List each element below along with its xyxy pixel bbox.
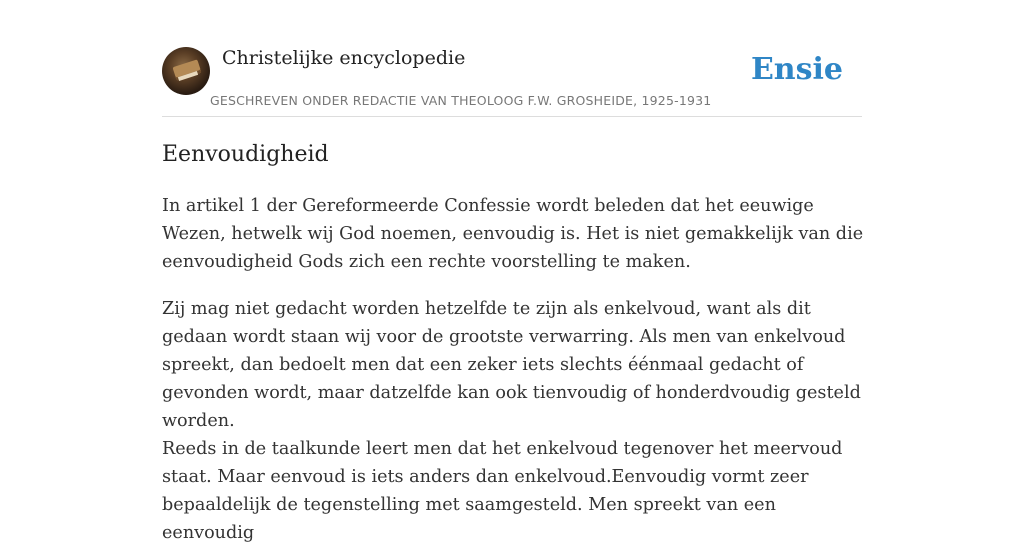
article-title: Eenvoudigheid — [162, 142, 329, 167]
encyclopedia-logo-avatar[interactable] — [162, 47, 210, 95]
article-paragraph: Reeds in de taalkunde leert men dat het enkelvoud tegenover het meervoud staat. Maar eenvoud is iets anders dan enkelvoud.Eenvoudig vormt zeer bepaaldelijk de tegenstelling met saamgesteld. Men spreekt van een eenvoudig — [162, 439, 843, 543]
site-subtitle: GESCHREVEN ONDER REDACTIE VAN THEOLOOG F.W. GROSHEIDE, 1925-1931 — [210, 93, 712, 108]
site-title[interactable]: Christelijke encyclopedie — [222, 47, 466, 69]
site-header — [162, 46, 862, 117]
brand-logo[interactable]: Ensie — [750, 52, 843, 87]
article-paragraph: In artikel 1 der Gereformeerde Confessie wordt beleden dat het eeuwige Wezen, hetwelk wij God noemen, eenvoudig is. Het is niet gemakkelijk van die eenvoudigheid Gods zich een rechte voorstelling te maken. — [162, 196, 864, 272]
article-paragraph: Zij mag niet gedacht worden hetzelfde te zijn als enkelvoud, want als dit gedaan wordt staan wij voor de grootste verwarring. Als men van enkelvoud spreekt, dan bedoelt men dat een zeker iets slechts éénmaal gedacht of gevonden wordt, maar datzelfde kan ook tienvoudig of honderdvoudig gesteld worden. — [162, 299, 861, 431]
